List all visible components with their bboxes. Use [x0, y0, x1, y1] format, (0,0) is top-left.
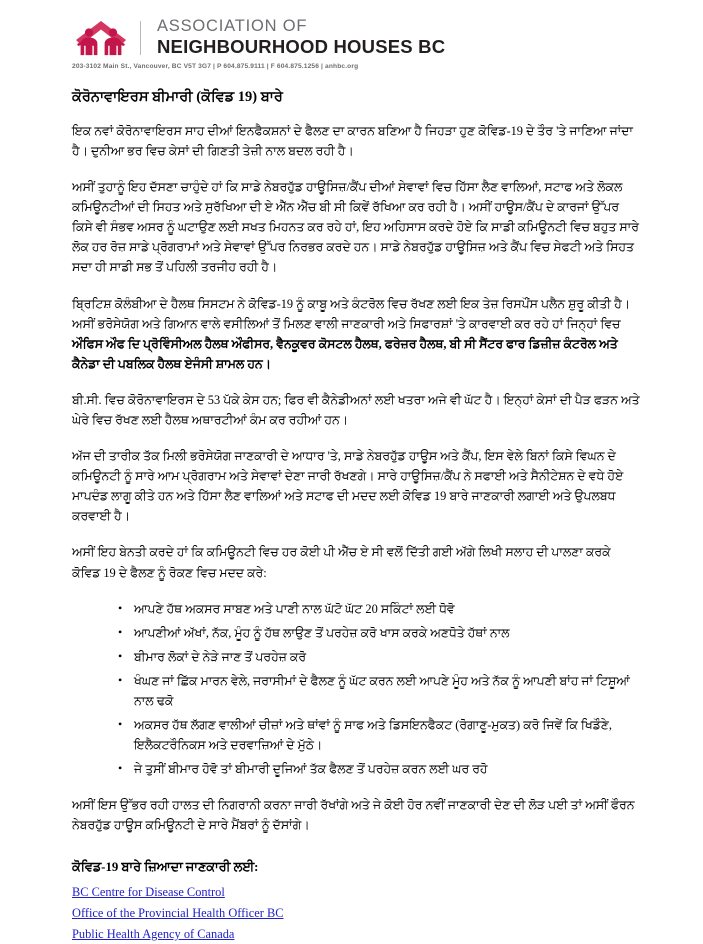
contact-address-line: 203-3102 Main St., Vancouver, BC V5T 3G7 | P 604.875.9111 | F 604.875.1256 | anhbc.org — [72, 63, 359, 70]
paragraph-closing: ਅਸੀਂ ਇਸ ਉੱਭਰ ਰਹੀ ਹਾਲਤ ਦੀ ਨਿਗਰਾਨੀ ਕਰਨਾ ਜਾਰੀ ਰੱਖਾਂਗੇ ਅਤੇ ਜੇ ਕੋਈ ਹੋਰ ਨਵੀਂ ਜਾਣਕਾਰੀ ਦੇਣ ਦੀ ਲੋੜ ਪਈ ਤਾਂ ਅਸੀਂ ਫੌਰਨ ਨੇਬਰਹੁੱਡ ਹਾਊਸ ਕਮਿਊਨਟੀ ਦੇ ਸਾਰੇ ਮੈਂਬਰਾਂ ਨੂੰ ਦੱਸਾਂਗੇ। — [72, 798, 635, 833]
list-item: • ਖੰਘਣ ਜਾਂ ਛਿੱਕ ਮਾਰਨ ਵੇਲੇ, ਜਰਾਸੀਮਾਂ ਦੇ ਫੈਲਣ ਨੂੰ ਘੱਟ ਕਰਨ ਲਈ ਆਪਣੇ ਮੂੰਹ ਅਤੇ ਨੱਕ ਨੂੰ ਆਪਣੀ ਬਾਂਹ ਜਾਂ ਟਿਸ਼ੂਆਂ ਨਾਲ ਢਕੋ — [118, 671, 641, 711]
link-bc-centre-for-disease-control[interactable]: BC Centre for Disease Control — [72, 884, 225, 899]
logo-row — [72, 18, 703, 57]
paragraph-case-count: ਬੀ.ਸੀ. ਵਿਚ ਕੋਰੋਨਾਵਾਇਰਸ ਦੇ 53 ਪੱਕੇ ਕੇਸ ਹਨ; ਫਿਰ ਵੀ ਕੈਨੇਡੀਅਨਾਂ ਲਈ ਖਤਰਾ ਅਜੇ ਵੀ ਘੱਟ ਹੈ। ਇਨ੍ਹਾਂ ਕੇਸਾਂ ਦੀ ਪੈੜ ਫੜਨ ਅਤੇ ਘੇਰੇ ਵਿਚ ਰੱਖਣ ਲਈ ਹੈਲਥ ਅਥਾਰਟੀਆਂ ਕੰਮ ਕਰ ਰਹੀਆਂ ਹਨ। — [72, 392, 640, 427]
document-body — [0, 70, 703, 944]
list-item: • ਜੇ ਤੁਸੀਂ ਬੀਮਾਰ ਹੋਵੋ ਤਾਂ ਬੀਮਾਰੀ ਦੂਜਿਆਂ ਤੱਕ ਫੈਲਣ ਤੋਂ ਪਰਹੇਜ਼ ਕਰਨ ਲਈ ਘਰ ਰਹੋ — [118, 759, 641, 779]
resources-heading: ਕੋਵਿਡ-19 ਬਾਰੇ ਜ਼ਿਆਦਾ ਜਾਣਕਾਰੀ ਲਈ: — [72, 859, 259, 874]
letterhead-header — [0, 0, 703, 70]
paragraph-safety-commitment: ਅਸੀਂ ਤੁਹਾਨੂੰ ਇਹ ਦੱਸਣਾ ਚਾਹੁੰਦੇ ਹਾਂ ਕਿ ਸਾਡੇ ਨੇਬਰਹੁੱਡ ਹਾਊਸਿਜ਼/ਕੈਂਪ ਦੀਆਂ ਸੇਵਾਵਾਂ ਵਿਚ ਹਿੱਸਾ ਲੈਣ ਵਾਲਿਆਂ, ਸਟਾਫ ਅਤੇ ਲੋਕਲ ਕਮਿਊਨਟੀਆਂ ਦੀ ਸਿਹਤ ਅਤੇ ਸੁਰੱਖਿਆ ਦੀ ਏ ਐੱਨ ਐੱਚ ਬੀ ਸੀ ਕਿਵੇਂ ਰੱਖਿਆ ਕਰ ਰਹੀ ਹੈ। ਅਸੀਂ ਹਾਊਸ/ਕੈਂਪ ਦੇ ਕਾਰਜਾਂ ਉੱਪਰ ਕਿਸੇ ਵੀ ਸੰਭਵ ਅਸਰ ਨੂੰ ਘਟਾਉਣ ਲਈ ਸਖਤ ਮਿਹਨਤ ਕਰ ਰਹੇ ਹਾਂ, ਇਹ ਅਹਿਸਾਸ ਕਰਦੇ ਹੋਏ ਕਿ ਸਾਡੀ ਕਮਿਊਨਟੀ ਵਿਚ ਬਹੁਤ ਸਾਰੇ ਲੋਕ ਹਰ ਰੋਜ਼ ਸਾਡੇ ਪ੍ਰੋਗਰਾਮਾਂ ਅਤੇ ਸੇਵਾਵਾਂ ਉੱਪਰ ਨਿਰਭਰ ਕਰਦੇ ਹਨ। ਸਾਡੇ ਨੇਬਰਹੁੱਡ ਹਾਊਸਿਜ਼ ਅਤੇ ਕੈਂਪ ਵਿਚ ਸੇਫਟੀ ਅਤੇ ਸਿਹਤ ਸਦਾ ਹੀ ਸਾਡੀ ਸਭ ਤੋਂ ਪਹਿਲੀ ਤਰਜੀਹ ਰਹੀ ਹੈ। — [72, 180, 639, 275]
list-item: • ਆਪਣੇ ਹੱਥ ਅਕਸਰ ਸਾਬਣ ਅਤੇ ਪਾਣੀ ਨਾਲ ਘੱਟੋ ਘੱਟ 20 ਸਕਿੰਟਾਂ ਲਈ ਧੋਵੋ — [118, 599, 641, 619]
brand-wordmark — [157, 18, 445, 57]
list-item: • ਬੀਮਾਰ ਲੋਕਾਂ ਦੇ ਨੇੜੇ ਜਾਣ ਤੋਂ ਪਰਹੇਜ਼ ਕਰੋ — [118, 647, 641, 667]
list-item: • ਆਪਣੀਆਂ ਅੱਖਾਂ, ਨੱਕ, ਮੂੰਹ ਨੂੰ ਹੱਥ ਲਾਉਣ ਤੋਂ ਪਰਹੇਜ਼ ਕਰੋ ਖਾਸ ਕਰਕੇ ਅਣਧੋਤੇ ਹੱਥਾਂ ਨਾਲ — [118, 623, 641, 643]
paragraph-bold-agencies: ਔਫਿਸ ਔਫ ਦਿ ਪ੍ਰੋਵਿੰਸੀਅਲ ਹੈਲਥ ਔਫੀਸਰ, ਵੈਨਕੂਵਰ ਕੋਸਟਲ ਹੈਲਥ, ਫਰੇਜ਼ਰ ਹੈਲਥ, ਬੀ ਸੀ ਸੈਂਟਰ ਫਾਰ ਡਿਜ਼ੀਜ਼ ਕੰਟਰੋਲ ਅਤੇ ਕੈਨੇਡਾ ਦੀ ਪਬਲਿਕ ਹੈਲਥ ਏਜੰਸੀ ਸ਼ਾਮਲ ਹਨ। — [72, 336, 618, 371]
paragraph-intro: ਇਕ ਨਵਾਂ ਕੋਰੋਨਾਵਾਇਰਸ ਸਾਹ ਦੀਆਂ ਇਨਫੈਕਸ਼ਨਾਂ ਦੇ ਫੈਲਣ ਦਾ ਕਾਰਨ ਬਣਿਆ ਹੈ ਜਿਹੜਾ ਹੁਣ ਕੋਵਿਡ-19 ਦੇ ਤੌਰ 'ਤੇ ਜਾਣਿਆ ਜਾਂਦਾ ਹੈ। ਦੁਨੀਆ ਭਰ ਵਿਚ ਕੇਸਾਂ ਦੀ ਗਿਣਤੀ ਤੇਜ਼ੀ ਨਾਲ ਬਦਲ ਰਹੀ ਹੈ। — [72, 123, 633, 158]
paragraph-text-before-bold: ਬ੍ਰਿਟਿਸ਼ ਕੋਲੰਬੀਆ ਦੇ ਹੈਲਥ ਸਿਸਟਮ ਨੇ ਕੋਵਿਡ-19 ਨੂੰ ਕਾਬੂ ਅਤੇ ਕੰਟਰੋਲ ਵਿਚ ਰੱਖਣ ਲਈ ਇਕ ਤੇਜ਼ ਰਿਸਪੌਂਸ ਪਲੈਨ ਸ਼ੁਰੂ ਕੀਤੀ ਹੈ। ਅਸੀਂ ਭਰੋਸੇਯੋਗ ਅਤੇ ਗਿਆਨ ਵਾਲੇ ਵਸੀਲਿਆਂ ਤੋਂ ਮਿਲਣ ਵਾਲੀ ਜਾਣਕਾਰੀ ਅਤੇ ਸਿਫਾਰਸ਼ਾਂ 'ਤੇ ਕਾਰਵਾਈ ਕਰ ਰਹੇ ਹਾਂ ਜਿਨ੍ਹਾਂ ਵਿਚ — [72, 296, 631, 331]
paragraph-health-system-response — [72, 294, 641, 374]
prevention-tips-list — [72, 599, 641, 780]
link-office-provincial-health-officer[interactable]: Office of the Provincial Health Officer BC — [72, 905, 284, 920]
page-title: ਕੋਰੋਨਾਵਾਇਰਸ ਬੀਮਾਰੀ (ਕੋਵਿਡ 19) ਬਾਰੇ — [72, 89, 283, 105]
neighbourhood-houses-logo-icon — [72, 19, 130, 57]
paragraph-operations-status: ਅੱਜ ਦੀ ਤਾਰੀਕ ਤੱਕ ਮਿਲੀ ਭਰੋਸੇਯੋਗ ਜਾਣਕਾਰੀ ਦੇ ਆਧਾਰ 'ਤੇ, ਸਾਡੇ ਨੇਬਰਹੁੱਡ ਹਾਊਸ ਅਤੇ ਕੈਂਪ, ਇਸ ਵੇਲੇ ਬਿਨਾਂ ਕਿਸੇ ਵਿਘਨ ਦੇ ਕਮਿਊਨਟੀ ਨੂੰ ਸਾਰੇ ਆਮ ਪ੍ਰੋਗਰਾਮ ਅਤੇ ਸੇਵਾਵਾਂ ਦੇਣਾ ਜਾਰੀ ਰੱਖਣਗੇ। ਸਾਰੇ ਹਾਊਸਿਜ਼/ਕੈਂਪ ਨੇ ਸਫਾਈ ਅਤੇ ਸੈਨੀਟੇਸ਼ਨ ਦੇ ਵਧੇ ਹੋਏ ਮਾਪਦੰਡ ਲਾਗੂ ਕੀਤੇ ਹਨ ਅਤੇ ਹਿੱਸਾ ਲੈਣ ਵਾਲਿਆਂ ਅਤੇ ਸਟਾਫ ਦੀ ਮਦਦ ਲਈ ਕੋਵਿਡ 19 ਬਾਰੇ ਜਾਣਕਾਰੀ ਲਗਾਈ ਅਤੇ ਉਪਲਬਧ ਕਰਵਾਈ ਹੈ। — [72, 449, 624, 524]
brand-line-2: NEIGHBOURHOOD HOUSES BC — [157, 35, 446, 57]
list-item: • ਅਕਸਰ ਹੱਥ ਲੱਗਣ ਵਾਲੀਆਂ ਚੀਜ਼ਾਂ ਅਤੇ ਥਾਂਵਾਂ ਨੂੰ ਸਾਫ ਅਤੇ ਡਿਸਇਨਫੈਕਟ (ਰੋਗਾਣੂ-ਮੁਕਤ) ਕਰੋ ਜਿਵੇਂ ਕਿ ਖਿਡੌਣੇ, ਇਲੈਕਟਰੌਨਿਕਸ ਅਤੇ ਦਰਵਾਜ਼ਿਆਂ ਦੇ ਮੁੱਠੇ। — [118, 715, 641, 755]
logo-divider — [140, 21, 141, 55]
paragraph-request-intro: ਅਸੀਂ ਇਹ ਬੇਨਤੀ ਕਰਦੇ ਹਾਂ ਕਿ ਕਮਿਊਨਟੀ ਵਿਚ ਹਰ ਕੋਈ ਪੀ ਐੱਚ ਏ ਸੀ ਵਲੋਂ ਦਿੱਤੀ ਗਈ ਅੱਗੇ ਲਿਖੀ ਸਲਾਹ ਦੀ ਪਾਲਣਾ ਕਰਕੇ ਕੋਵਿਡ 19 ਦੇ ਫੈਲਣ ਨੂੰ ਰੋਕਣ ਵਿਚ ਮਦਦ ਕਰੇ: — [72, 545, 611, 580]
brand-line-1: ASSOCIATION OF — [157, 17, 308, 35]
link-public-health-agency-canada[interactable]: Public Health Agency of Canada — [72, 927, 235, 942]
